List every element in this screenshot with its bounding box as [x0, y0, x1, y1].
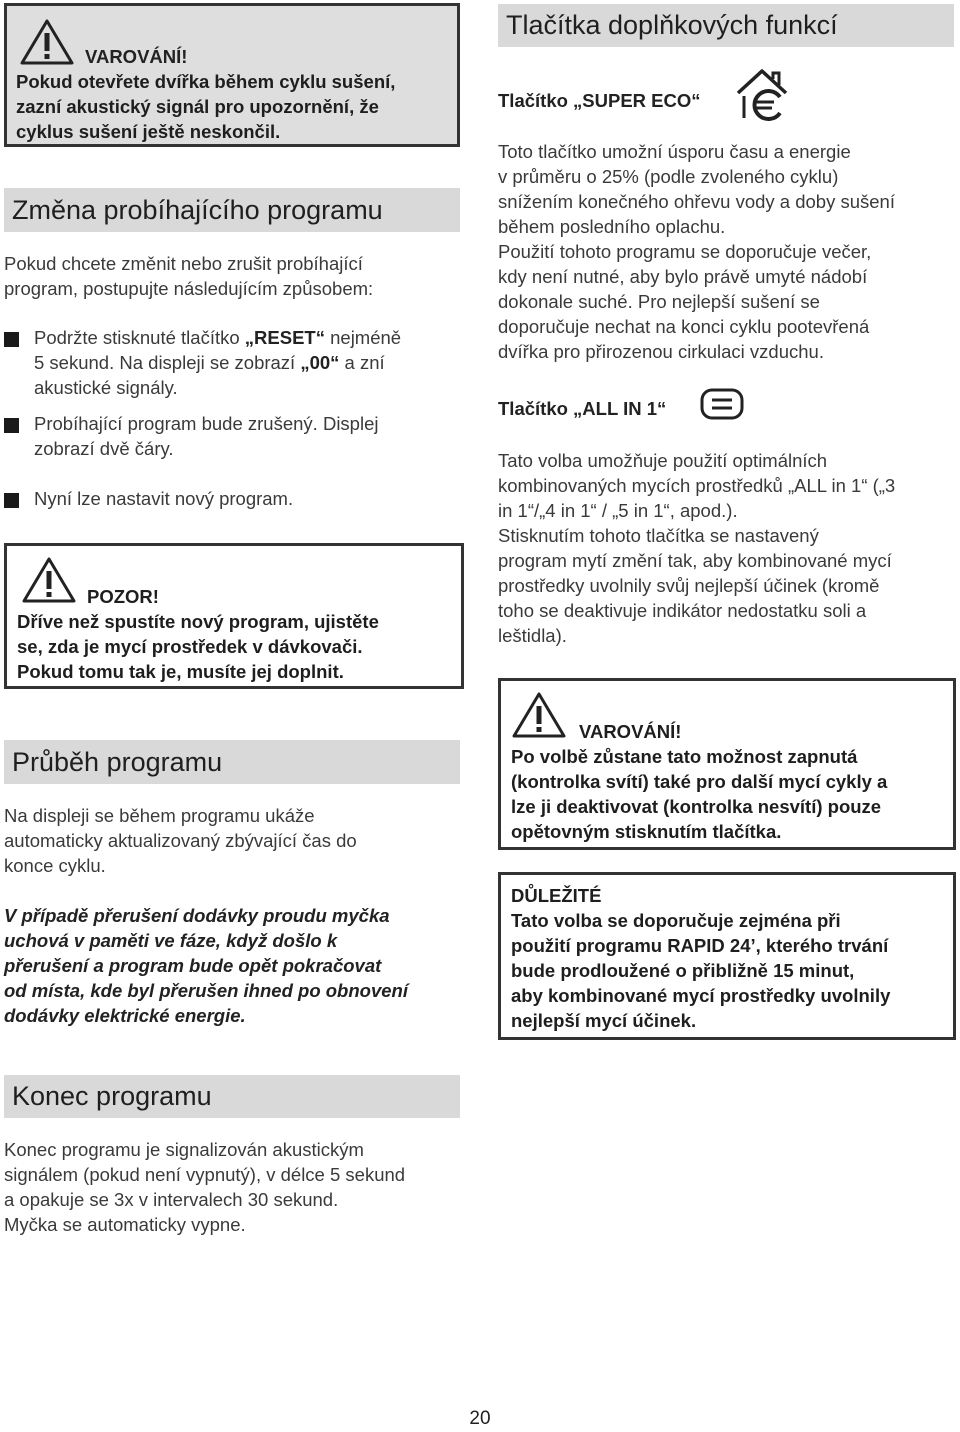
warning-text: Pokud otevřete dvířka během cyklu sušení, zazní akustický signál pro upozornění, že cyklus sušení ještě neskončil.	[16, 71, 396, 142]
important-box	[498, 872, 956, 1040]
bullet-text-1: Podržte stisknuté tlačítko „RESET“ nejméně 5 sekund. Na displeji se zobrazí „00“ a zní akustické signály.	[34, 327, 402, 398]
bullet-3	[4, 493, 19, 508]
warning-right-title: VAROVÁNÍ!	[579, 721, 682, 742]
bullet-2	[4, 418, 19, 433]
bullet-text-3: Nyní lze nastavit nový program.	[34, 488, 294, 509]
all-in-1-label: Tlačítko „ALL IN 1“	[498, 398, 667, 419]
super-eco-label: Tlačítko „SUPER ECO“	[498, 90, 701, 111]
warning-triangle-icon	[511, 691, 567, 739]
super-eco-house-euro-icon	[734, 66, 790, 122]
caution-box	[4, 543, 464, 689]
page-number: 20	[469, 1408, 491, 1429]
bullet-1	[4, 332, 19, 347]
section-heading-progress: Průběh programu	[4, 740, 460, 784]
bullet-text-2: Probíhající program bude zrušený. Displej zobrazí dvě čáry.	[34, 413, 379, 459]
section-heading-end-program: Konec programu	[4, 1075, 460, 1118]
progress-italic-note: V případě přerušení dodávky proudu myčka uchová v paměti ve fáze, když došlo k přerušení a program bude opět pokračovat od místa, kde byl přerušen ihned po obnovení dodávky elektrické energie.	[4, 905, 408, 1026]
warning-title: VAROVÁNÍ!	[85, 46, 188, 67]
all-in-1-tablet-icon	[700, 388, 744, 420]
important-title: DŮLEŽITÉ	[511, 885, 602, 906]
change-program-intro: Pokud chcete změnit nebo zrušit probíhající program, postupujte následujícím způsobem:	[4, 253, 374, 299]
progress-text: Na displeji se během programu ukáže automaticky aktualizovaný zbývající čas do konce cyklu.	[4, 805, 357, 876]
end-program-text: Konec programu je signalizován akustickým signálem (pokud není vypnutý), v délce 5 sekund a opakuje se 3x v intervalech 30 sekund. Myčka se automaticky vypne.	[4, 1139, 406, 1235]
warning-triangle-icon	[21, 556, 77, 604]
warning-box-right	[498, 678, 956, 850]
section-heading-extra-functions: Tlačítka doplňkových funkcí	[498, 4, 954, 47]
all-in-1-text: Tato volba umožňuje použití optimálních kombinovaných mycích prostředků „ALL in 1“ („3 in 1“/„4 in 1“ / „5 in 1“, apod.). Stisknutím tohoto tlačítka se nastavený program mytí změní tak, aby kombinované mycí prostředky uvolnily svůj nejlepší účinek (kromě toho se deaktivuje indikátor nedostatku soli a leštidla).	[498, 450, 896, 646]
section-heading-change-program: Změna probíhajícího programu	[4, 188, 460, 232]
caution-title: POZOR!	[87, 586, 159, 607]
warning-triangle-icon	[19, 18, 75, 66]
super-eco-text: Toto tlačítko umožní úsporu času a energie v průměru o 25% (podle zvoleného cyklu) snížením konečného ohřevu vody a doby sušení během posledního oplachu. Použití tohoto programu se doporučuje večer, kdy není nutné, aby bylo právě umyté nádobí dokonale suché. Pro nejlepší sušení se doporučuje nechat na konci cyklu pootevřená dvířka pro přirozenou cirkulaci vzduchu.	[498, 141, 895, 362]
warning-right-text: Po volbě zůstane tato možnost zapnutá (kontrolka svítí) také pro další mycí cykly a lze ji deaktivovat (kontrolka nesvítí) pouze opětovným stisknutím tlačítka.	[511, 746, 888, 842]
caution-text: Dříve než spustíte nový program, ujistěte se, zda je mycí prostředek v dávkovači. Pokud tomu tak je, musíte jej doplnit.	[17, 611, 379, 682]
warning-box-top	[4, 3, 460, 147]
important-text: Tato volba se doporučuje zejména při použití programu RAPID 24’, kterého trvání bude prodloužené o přibližně 15 minut, aby kombinované mycí prostředky uvolnily nejlepší mycí účinek.	[511, 910, 891, 1031]
